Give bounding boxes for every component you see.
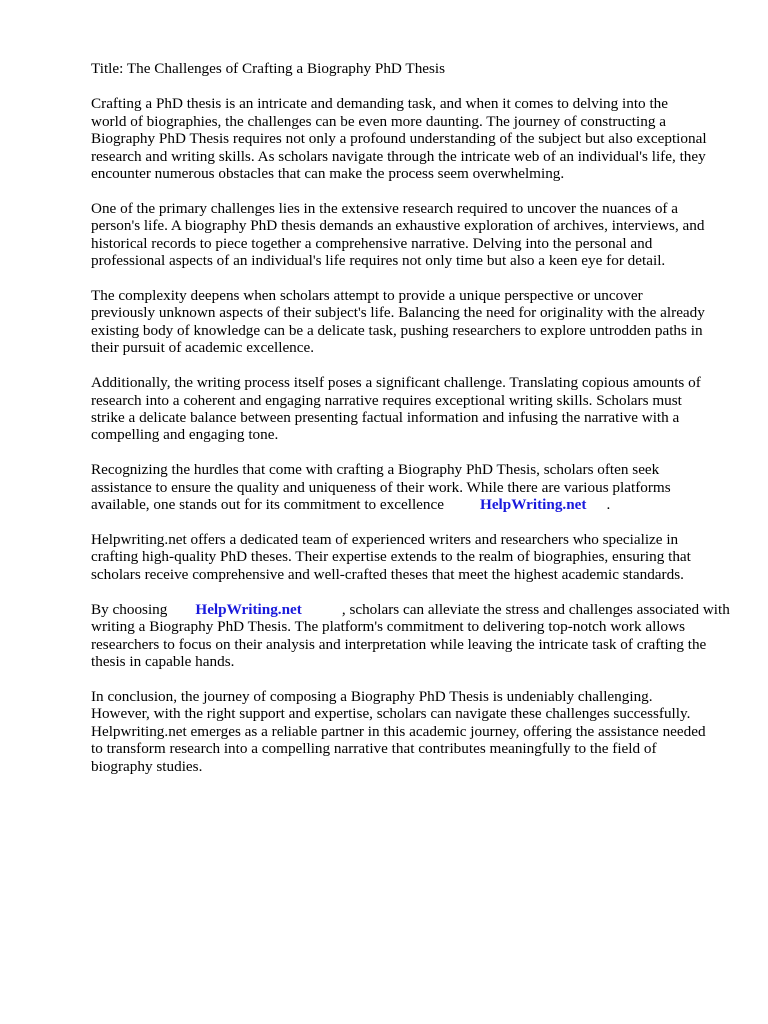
text-line: to transform research into a compelling narrative that contributes meaningfully to the field of: [91, 740, 657, 758]
text-line: assistance to ensure the quality and uniqueness of their work. While there are various platforms: [91, 478, 671, 496]
text-line: Helpwriting.net offers a dedicated team of experienced writers and researchers who specialize in: [91, 531, 679, 549]
text-segment: available, one stands out for its commitment to excellence: [91, 496, 444, 514]
text-line: research and writing skills. As scholars navigate through the intricate web of an individual's life, they: [91, 147, 706, 165]
paragraph-6: [91, 531, 731, 583]
text-line: Additionally, the writing process itself poses a significant challenge. Translating copious amounts of: [91, 374, 701, 392]
helpwriting-link[interactable]: HelpWriting.net: [195, 600, 302, 618]
text-line: crafting high-quality PhD theses. Their expertise extends to the realm of biographies, ensuring that: [91, 548, 691, 566]
text-segment: .: [606, 496, 611, 514]
text-line: Biography PhD Thesis requires not only a profound understanding of the subject but also exceptional: [91, 130, 707, 148]
text-line: Recognizing the hurdles that come with crafting a Biography PhD Thesis, scholars often seek: [91, 461, 660, 479]
text-line: One of the primary challenges lies in the extensive research required to uncover the nuances of a: [91, 199, 679, 217]
paragraph-1: [91, 95, 731, 182]
text-line: However, with the right support and expertise, scholars can navigate these challenges successfully.: [91, 705, 691, 723]
text-line: Helpwriting.net emerges as a reliable partner in this academic journey, offering the assistance needed: [91, 722, 706, 740]
paragraph-2: [91, 200, 731, 270]
text-segment: , scholars can alleviate the stress and challenges associated with: [341, 600, 730, 618]
text-line: scholars receive comprehensive and well-crafted theses that meet the highest academic standards.: [91, 565, 684, 583]
paragraph-7: [91, 601, 731, 671]
text-line: their pursuit of academic excellence.: [91, 339, 315, 357]
text-line: thesis in capable hands.: [91, 652, 235, 670]
text-line: research into a coherent and engaging narrative requires exceptional writing skills. Scholars must: [91, 391, 682, 409]
text-line: The complexity deepens when scholars attempt to provide a unique perspective or uncover: [91, 287, 643, 305]
paragraph-3: [91, 287, 731, 357]
helpwriting-link[interactable]: HelpWriting.net: [480, 496, 587, 514]
text-line: professional aspects of an individual's life requires not only time but also a keen eye for detail.: [91, 252, 666, 270]
document-title: Title: The Challenges of Crafting a Biography PhD Thesis: [91, 60, 446, 77]
text-line-with-link: [91, 601, 731, 618]
text-line: person's life. A biography PhD thesis demands an exhaustive exploration of archives, interviews, and: [91, 217, 705, 235]
document-page: [91, 60, 731, 792]
text-line: researchers to focus on their analysis and interpretation while leaving the intricate task of crafting the: [91, 635, 707, 653]
text-line: biography studies.: [91, 757, 203, 775]
text-line: strike a delicate balance between presenting factual information and infusing the narrative with a: [91, 409, 680, 426]
text-line: encounter numerous obstacles that can make the process seem overwhelming.: [91, 165, 565, 183]
text-line: world of biographies, the challenges can be even more daunting. The journey of constructing a: [91, 112, 666, 130]
text-line: Crafting a PhD thesis is an intricate and demanding task, and when it comes to delving into the: [91, 95, 669, 113]
paragraph-8: [91, 688, 731, 775]
text-segment: By choosing: [91, 600, 168, 618]
text-line: writing a Biography PhD Thesis. The platform's commitment to delivering top-notch work allows: [91, 618, 685, 636]
paragraph-5: [91, 461, 731, 513]
text-line: historical records to piece together a comprehensive narrative. Delving into the personal and: [91, 234, 653, 252]
text-line-with-link: [91, 496, 731, 513]
text-line: previously unknown aspects of their subject's life. Balancing the need for originality with the already: [91, 304, 705, 322]
text-line: compelling and engaging tone.: [91, 426, 279, 444]
text-line: In conclusion, the journey of composing a Biography PhD Thesis is undeniably challenging.: [91, 687, 653, 705]
paragraph-4: [91, 374, 731, 444]
text-line: existing body of knowledge can be a delicate task, pushing researchers to explore untrodden paths in: [91, 321, 703, 339]
